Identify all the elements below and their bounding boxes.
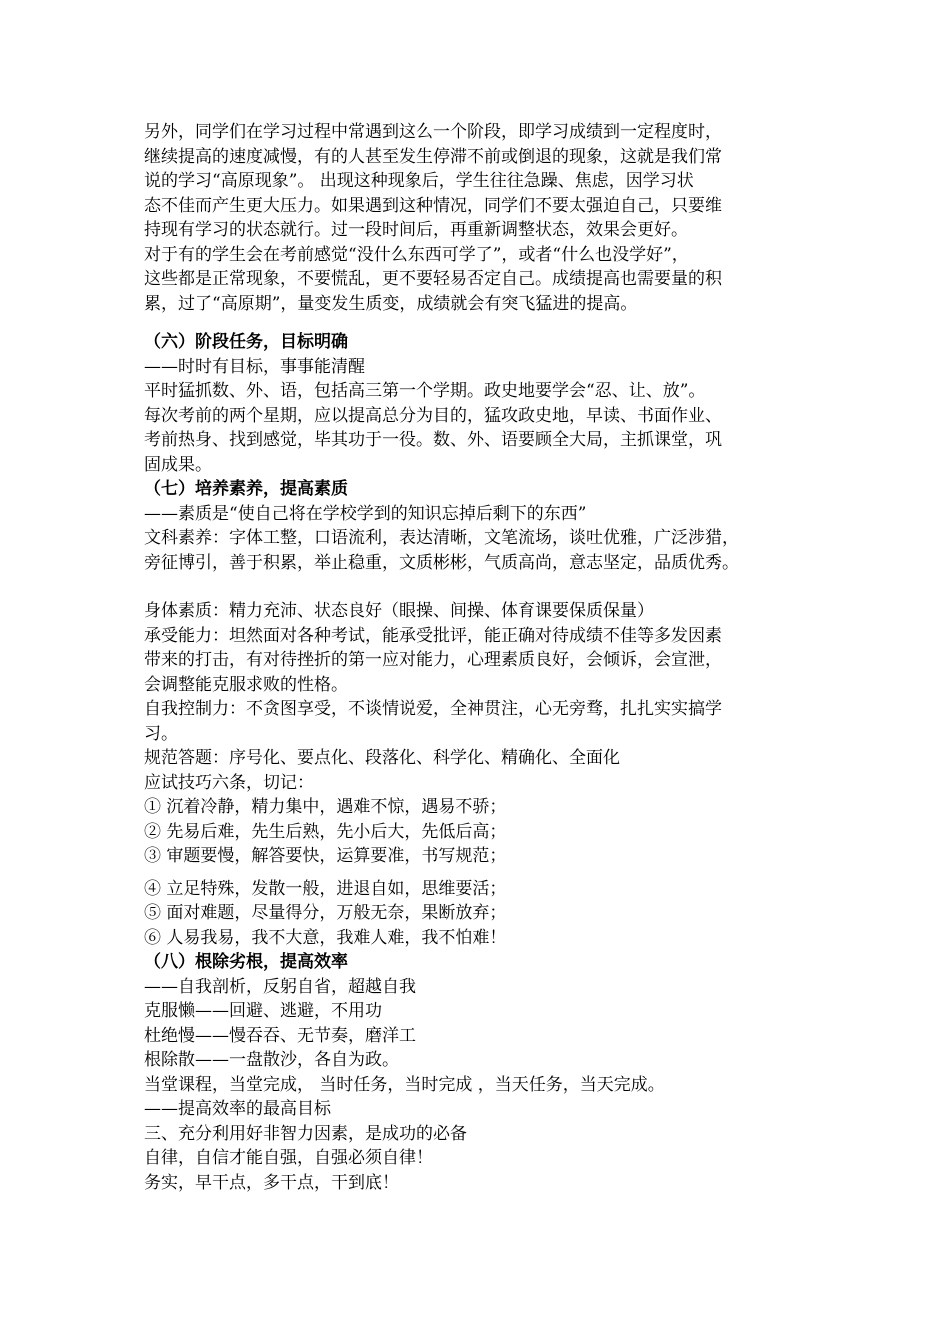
section-seven — [144, 477, 808, 950]
text-line: 务实，早干点，多干点，干到底！ — [144, 1172, 399, 1193]
text-line: 带来的打击，有对待挫折的第一应对能力，心理素质良好，会倾诉，会宣泄， — [144, 650, 722, 670]
text-line: 规范答题：序号化、要点化、段落化、科学化、精确化、全面化 — [144, 748, 620, 768]
text-line: 态不佳而产生更大压力。如果遇到这种情况，同学们不要太强迫自己，只要维 — [144, 195, 722, 216]
text-line: 习。 — [144, 723, 178, 744]
section-subtitle: ——自我剖析，反躬自省，超越自我 — [144, 976, 416, 997]
text-line: 克服懒——回避、逃避，不用功 — [144, 1001, 382, 1021]
text-line: 对于有的学生会在考前感觉“没什么东西可学了”，或者“什么也没学好”， — [144, 244, 689, 265]
section-eight — [144, 950, 808, 1195]
list-item: ③ 审题要慢，解答要快，运算要准，书写规范； — [144, 846, 507, 866]
text-line: 旁征博引，善于积累，举止稳重，文质彬彬，气质高尚，意志坚定，品质优秀。 — [144, 552, 739, 573]
list-item: ⑥ 人易我易，我不大意，我难人难，我不怕难！ — [144, 927, 507, 948]
text-line: 持现有学习的状态就行。过一段时间后，再重新调整状态，效果会更好。 — [144, 220, 688, 240]
text-line: 自我控制力：不贪图享受，不谈情说爱，全神贯注，心无旁骛，扎扎实实搞学 — [144, 699, 722, 719]
text-line: 身体素质：精力充沛、状态良好（眼操、间操、体育课要保质保量） — [144, 601, 654, 621]
list-item: ① 沉着冷静，精力集中，遇难不惊，遇易不骄； — [144, 797, 507, 817]
text-line: 累，过了“高原期”，量变发生质变，成绩就会有突飞猛进的提高。 — [144, 293, 638, 314]
text-line: 说的学习“高原现象”。 出现这种现象后，学生往往急躁、焦虑，因学习状 — [144, 171, 694, 191]
section-six — [144, 330, 808, 477]
section-subtitle: ——素质是“使自己将在学校学到的知识忘掉后剩下的东西” — [144, 503, 587, 524]
text-line: 这些都是正常现象，不要慌乱，更不要轻易否定自己。成绩提高也需要量的积 — [144, 269, 722, 289]
text-line: 另外，同学们在学习过程中常遇到这么一个阶段，即学习成绩到一定程度时， — [144, 122, 722, 142]
section-heading: （八）根除劣根，提高效率 — [144, 952, 348, 972]
text-line: 杜绝慢——慢吞吞、无节奏，磨洋工 — [144, 1025, 416, 1046]
text-line: 文科素养：字体工整，口语流利，表达清晰，文笔流场，谈吐优雅，广泛涉猎， — [144, 528, 739, 548]
text-line: 三、充分利用好非智力因素，是成功的必备 — [144, 1123, 467, 1144]
text-line: 会调整能克服求败的性格。 — [144, 674, 348, 695]
document-body — [144, 120, 808, 1195]
list-item: ④ 立足特殊，发散一般，进退自如，思维要活； — [144, 878, 507, 899]
section-heading: （七）培养素养，提高素质 — [144, 479, 348, 499]
text-line: 平时猛抓数、外、语，包括高三第一个学期。政史地要学会“忍、让、放”。 — [144, 381, 706, 401]
text-line: 自律，自信才能自强，自强必须自律！ — [144, 1148, 433, 1168]
text-line: ——提高效率的最高目标 — [144, 1099, 331, 1119]
text-line: 根除散——一盘散沙，各自为政。 — [144, 1050, 399, 1070]
text-line: 固成果。 — [144, 454, 212, 475]
section-subtitle: ——时时有目标，事事能清醒 — [144, 356, 365, 377]
text-line: 当堂课程，当堂完成， 当时任务，当时完成 ，当天任务，当天完成。 — [144, 1074, 665, 1095]
list-item: ② 先易后难，先生后熟，先小后大，先低后高； — [144, 821, 507, 842]
section-heading: （六）阶段任务，目标明确 — [144, 332, 348, 352]
list-item: ⑤ 面对难题，尽量得分，万般无奈，果断放弃； — [144, 903, 507, 923]
text-line: 承受能力：坦然面对各种考试，能承受批评，能正确对待成绩不佳等多发因素 — [144, 625, 722, 646]
text-line: 继续提高的速度减慢，有的人甚至发生停滞不前或倒退的现象，这就是我们常 — [144, 146, 722, 167]
text-line: 每次考前的两个星期，应以提高总分为目的，猛攻政史地，早读、书面作业、 — [144, 405, 722, 426]
paragraph-plateau — [144, 120, 808, 316]
text-line: 考前热身、找到感觉，毕其功于一役。数、外、语要顾全大局，主抓课堂，巩 — [144, 430, 722, 450]
text-line: 应试技巧六条，切记： — [144, 772, 314, 793]
